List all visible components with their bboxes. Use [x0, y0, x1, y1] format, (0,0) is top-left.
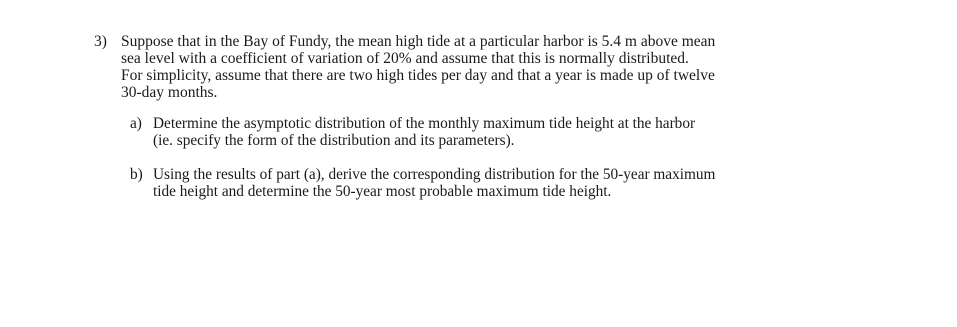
part-a-line-1: [130, 115, 854, 132]
problem-3: [94, 33, 854, 200]
part-b-text-2: tide height and determine the 50-year most probable maximum tide height.: [153, 183, 612, 200]
problem-text-2: sea level with a coefficient of variation of 20% and assume that this is normally distributed.: [121, 50, 689, 67]
problem-text-1: Suppose that in the Bay of Fundy, the mean high tide at a particular harbor is 5.4 m above mean: [121, 33, 716, 50]
part-b-label: b): [130, 166, 143, 183]
problem-text-4: 30-day months.: [121, 84, 218, 101]
problem-line-1: [94, 33, 854, 50]
part-b-line-1: [130, 166, 854, 183]
problem-number: 3): [94, 33, 107, 50]
part-b-text-1: Using the results of part (a), derive the corresponding distribution for the 50-year maximum: [153, 166, 716, 183]
problem-text-3: For simplicity, assume that there are two high tides per day and that a year is made up of twelve: [121, 67, 715, 84]
part-b: [94, 166, 854, 200]
part-a-text-2: (ie. specify the form of the distribution and its parameters).: [153, 132, 515, 149]
part-a: [94, 115, 854, 149]
part-a-label: a): [130, 115, 142, 132]
part-a-text-1: Determine the asymptotic distribution of the monthly maximum tide height at the harbor: [153, 115, 696, 132]
